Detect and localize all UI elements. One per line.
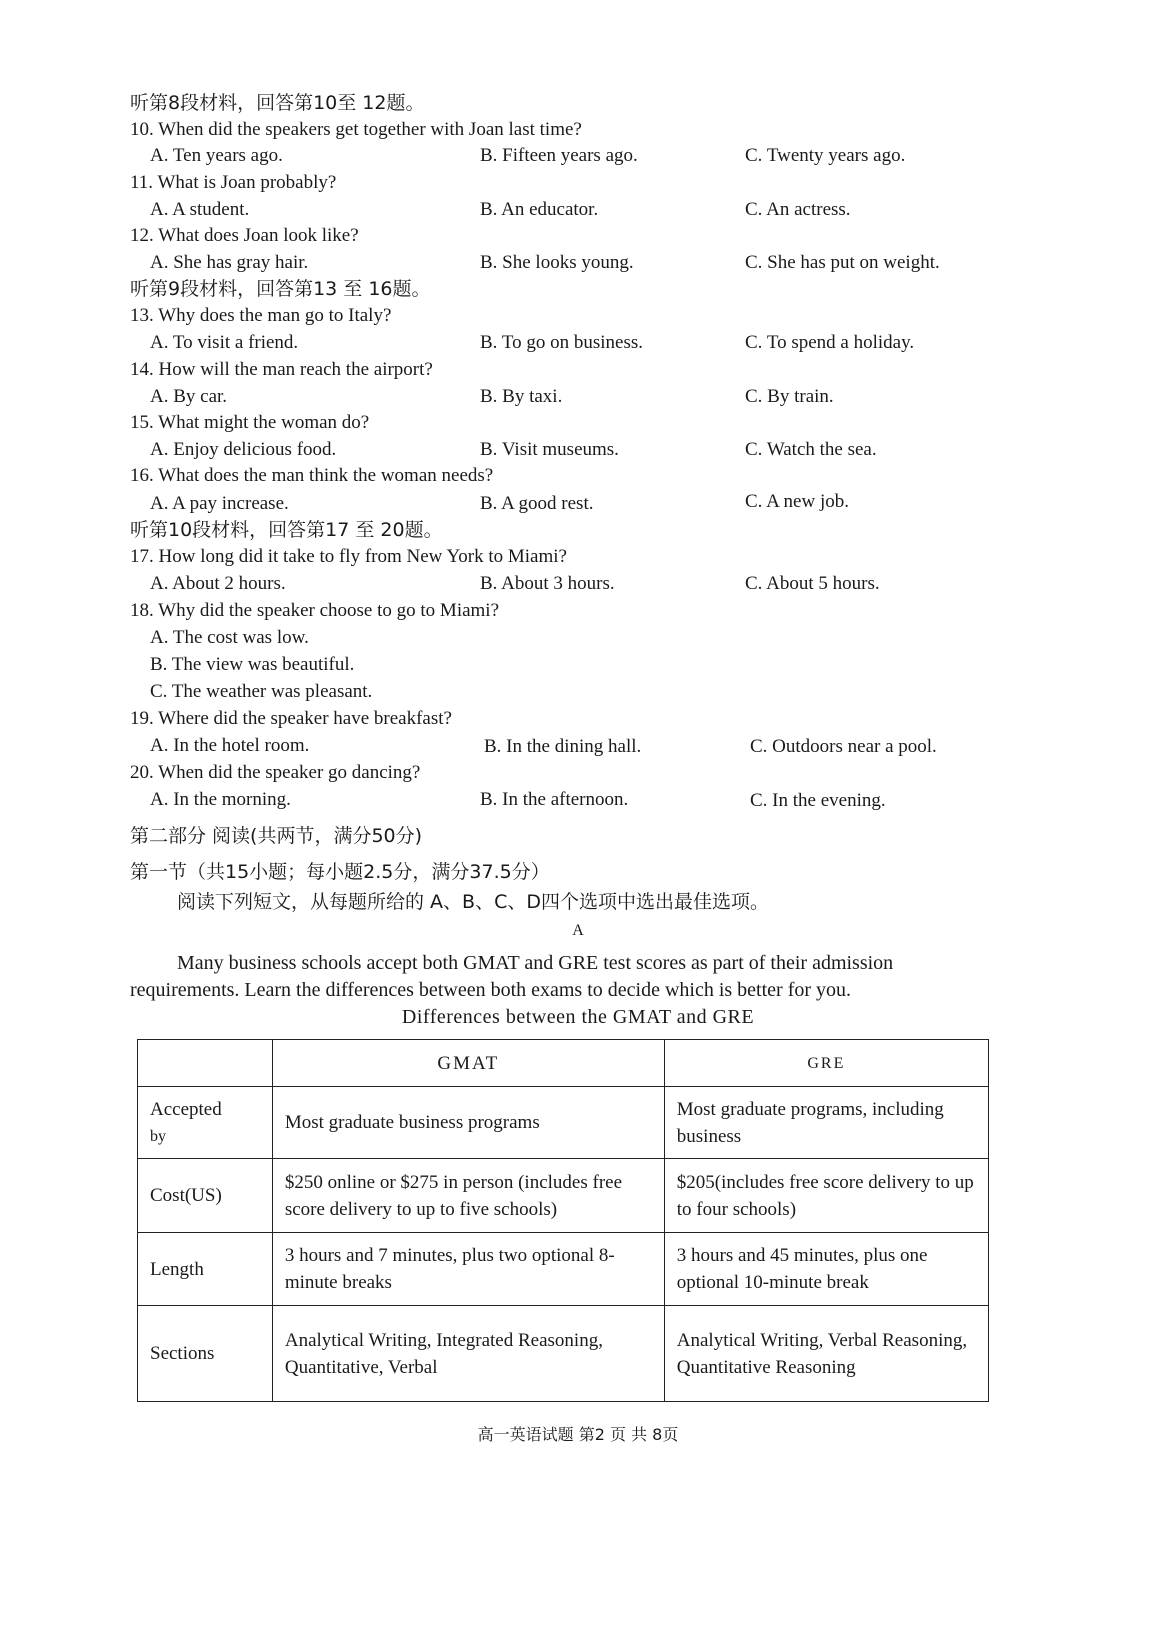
header-gmat: GMAT — [272, 1040, 664, 1087]
option-c: C. By train. — [745, 386, 834, 407]
option-c: C. About 5 hours. — [745, 573, 880, 594]
section-heading: 听第9段材料，回答第13 至 16题。 — [130, 278, 431, 300]
gre-cell: 3 hours and 45 minutes, plus one optional 10-minute break — [664, 1233, 988, 1306]
option-b: B. A good rest. — [480, 493, 594, 514]
option-b: B. The view was beautiful. — [150, 654, 355, 675]
table-row — [138, 1233, 989, 1306]
header-empty — [138, 1040, 273, 1087]
option-b: B. In the dining hall. — [484, 736, 642, 757]
gmat-cell: $250 online or $275 in person (includes free score delivery to up to five schools) — [272, 1159, 664, 1233]
intro-line-2: requirements. Learn the differences between both exams to decide which is better for you. — [130, 979, 852, 1001]
option-c: C. Twenty years ago. — [745, 145, 906, 166]
option-b: B. Visit museums. — [480, 439, 619, 460]
option-a: A. By car. — [150, 386, 228, 407]
row-label: Length — [138, 1233, 273, 1306]
question: 15. What might the woman do? — [130, 412, 370, 433]
option-b: B. She looks young. — [480, 252, 634, 273]
option-a: A. In the hotel room. — [150, 735, 310, 756]
question: 13. Why does the man go to Italy? — [130, 305, 392, 326]
option-a: A. Ten years ago. — [150, 145, 283, 166]
question: 18. Why did the speaker choose to go to Miami? — [130, 600, 500, 621]
question: 12. What does Joan look like? — [130, 225, 359, 246]
option-a: A. In the morning. — [150, 789, 291, 810]
row-label-text: Accepted — [150, 1098, 222, 1120]
section-title: 第一节（共15小题；每小题2.5分，满分37.5分） — [130, 861, 550, 883]
option-b: B. Fifteen years ago. — [480, 145, 638, 166]
option-a: A. She has gray hair. — [150, 252, 309, 273]
option-a: A. The cost was low. — [150, 627, 309, 648]
row-label — [138, 1087, 273, 1159]
passage-label: A — [572, 922, 584, 939]
option-b: B. By taxi. — [480, 386, 563, 407]
row-label: Cost(US) — [138, 1159, 273, 1233]
gmat-cell: Analytical Writing, Integrated Reasoning, Quantitative, Verbal — [272, 1306, 664, 1402]
option-a: A. Enjoy delicious food. — [150, 439, 337, 460]
section-heading: 听第8段材料，回答第10至 12题。 — [130, 92, 425, 114]
comparison-table — [137, 1039, 989, 1402]
header-gre: GRE — [664, 1040, 988, 1087]
option-a: A. To visit a friend. — [150, 332, 299, 353]
row-label: Sections — [138, 1306, 273, 1402]
question: 11. What is Joan probably? — [130, 172, 337, 193]
intro-line-1: Many business schools accept both GMAT and GRE test scores as part of their admission — [177, 952, 894, 974]
question: 16. What does the man think the woman needs? — [130, 465, 494, 486]
row-label-text-2: by — [150, 1127, 166, 1145]
section-heading: 听第10段材料，回答第17 至 20题。 — [130, 519, 443, 541]
option-c: C. Watch the sea. — [745, 439, 877, 460]
table-row — [138, 1087, 989, 1159]
option-c: C. She has put on weight. — [745, 252, 940, 273]
gre-cell: Most graduate programs, including business — [664, 1087, 988, 1159]
question: 10. When did the speakers get together with Joan last time? — [130, 119, 582, 140]
table-header-row — [138, 1040, 989, 1087]
gre-cell: $205(includes free score delivery to up to four schools) — [664, 1159, 988, 1233]
page-footer: 高一英语试题 第2 页 共 8页 — [477, 1425, 679, 1444]
gmat-cell: 3 hours and 7 minutes, plus two optional 8-minute breaks — [272, 1233, 664, 1306]
option-c: C. The weather was pleasant. — [150, 681, 373, 702]
gmat-cell: Most graduate business programs — [272, 1087, 664, 1159]
question: 20. When did the speaker go dancing? — [130, 762, 421, 783]
option-b: B. To go on business. — [480, 332, 644, 353]
option-b: B. An educator. — [480, 199, 599, 220]
instruction: 阅读下列短文，从每题所给的 A、B、C、D四个选项中选出最佳选项。 — [177, 891, 769, 913]
part-title: 第二部分 阅读(共两节，满分50分) — [130, 825, 423, 847]
table-row — [138, 1159, 989, 1233]
option-c: C. An actress. — [745, 199, 851, 220]
option-b: B. In the afternoon. — [480, 789, 629, 810]
question: 14. How will the man reach the airport? — [130, 359, 433, 380]
option-a: A. A pay increase. — [150, 493, 289, 514]
question: 19. Where did the speaker have breakfast? — [130, 708, 452, 729]
option-c: C. To spend a holiday. — [745, 332, 915, 353]
option-c: C. Outdoors near a pool. — [750, 736, 937, 757]
option-a: A. About 2 hours. — [150, 573, 286, 594]
question: 17. How long did it take to fly from New York to Miami? — [130, 546, 567, 567]
table-title: Differences between the GMAT and GRE — [401, 1006, 755, 1028]
option-a: A. A student. — [150, 199, 250, 220]
option-c: C. A new job. — [745, 491, 849, 512]
option-c: C. In the evening. — [750, 790, 886, 811]
gre-cell: Analytical Writing, Verbal Reasoning, Quantitative Reasoning — [664, 1306, 988, 1402]
table-row — [138, 1306, 989, 1402]
option-b: B. About 3 hours. — [480, 573, 615, 594]
